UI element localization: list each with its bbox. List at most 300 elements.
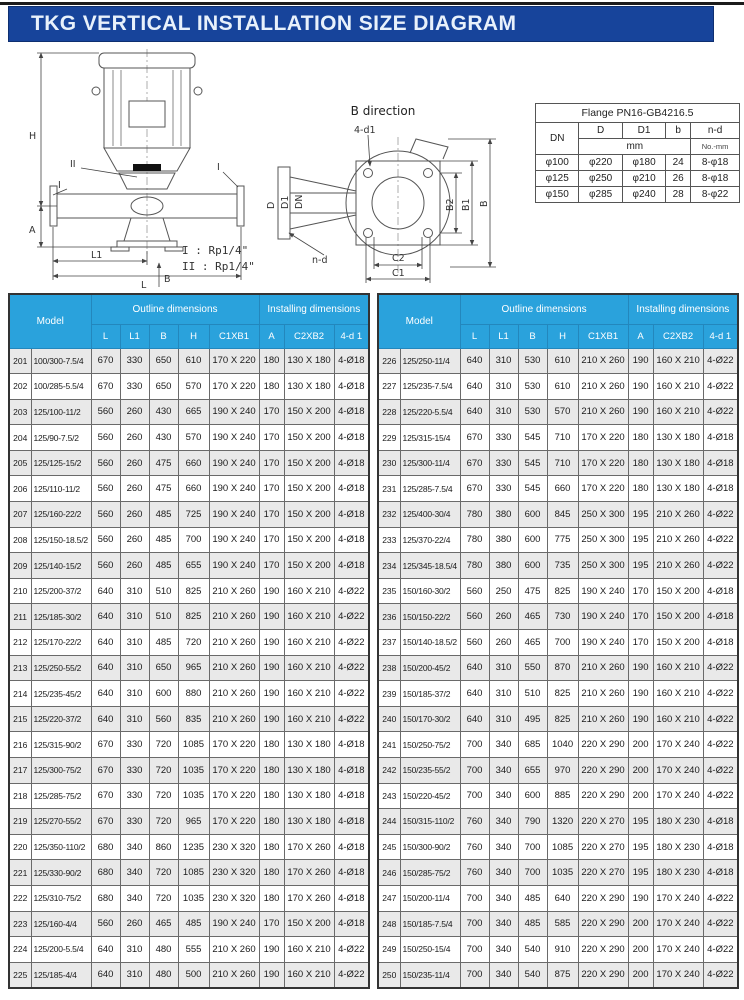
- 4d1-cell: 4-Ø22: [703, 374, 738, 400]
- l-cell: 640: [460, 374, 489, 400]
- a-cell: 170: [259, 476, 284, 502]
- a-cell: 180: [259, 348, 284, 374]
- model-cell: 125/330-90/2: [31, 860, 91, 886]
- row-number-cell: 228: [378, 399, 400, 425]
- h-cell: 825: [178, 578, 209, 604]
- model-cell: 125/160-22/2: [31, 502, 91, 528]
- 4d1-cell: 4-Ø18: [703, 604, 738, 630]
- 4d1-cell: 4-Ø18: [334, 732, 369, 758]
- row-number-cell: 231: [378, 476, 400, 502]
- l1-cell: 340: [120, 834, 149, 860]
- h-cell: 570: [178, 425, 209, 451]
- l-cell: 670: [460, 450, 489, 476]
- header-c2xb2: C2XB2: [653, 324, 703, 348]
- l-cell: 760: [460, 809, 489, 835]
- h-cell: 965: [178, 655, 209, 681]
- c1xb1-cell: 190 X 240: [209, 527, 259, 553]
- table-row: [378, 399, 738, 425]
- header-l: L: [91, 324, 120, 348]
- flange-unit-no-mm: No.-mm: [691, 139, 740, 155]
- b-cell: 545: [518, 425, 547, 451]
- row-number-cell: 224: [9, 937, 31, 963]
- l-cell: 560: [91, 527, 120, 553]
- model-cell: 125/125-15/2: [31, 450, 91, 476]
- label-d: D: [266, 201, 277, 209]
- c2xb2-cell: 170 X 240: [653, 937, 703, 963]
- h-cell: 500: [178, 962, 209, 988]
- a-cell: 190: [628, 348, 653, 374]
- l1-cell: 260: [120, 425, 149, 451]
- model-cell: 125/90-7.5/2: [31, 425, 91, 451]
- model-cell: 125/160-4/4: [31, 911, 91, 937]
- l-cell: 560: [460, 630, 489, 656]
- c1xb1-cell: 220 X 270: [578, 860, 628, 886]
- a-cell: 190: [259, 604, 284, 630]
- table-row: [378, 604, 738, 630]
- l1-cell: 340: [120, 885, 149, 911]
- table-row: [9, 553, 369, 579]
- a-cell: 180: [628, 476, 653, 502]
- l1-cell: 330: [120, 758, 149, 784]
- a-cell: 170: [628, 578, 653, 604]
- c1xb1-cell: 190 X 240: [578, 604, 628, 630]
- a-cell: 180: [259, 783, 284, 809]
- b-cell: 655: [518, 758, 547, 784]
- a-cell: 180: [259, 809, 284, 835]
- 4d1-cell: 4-Ø18: [703, 860, 738, 886]
- l1-cell: 330: [120, 783, 149, 809]
- model-cell: 125/200-37/2: [31, 578, 91, 604]
- c1xb1-cell: 220 X 290: [578, 758, 628, 784]
- h-cell: 720: [178, 630, 209, 656]
- a-cell: 190: [259, 681, 284, 707]
- a-cell: 190: [628, 399, 653, 425]
- l1-cell: 380: [489, 553, 518, 579]
- c2xb2-cell: 130 X 180: [284, 783, 334, 809]
- l-cell: 780: [460, 527, 489, 553]
- c1xb1-cell: 220 X 290: [578, 937, 628, 963]
- row-number-cell: 205: [9, 450, 31, 476]
- row-number-cell: 219: [9, 809, 31, 835]
- b-cell: 430: [149, 425, 178, 451]
- c2xb2-cell: 170 X 260: [284, 885, 334, 911]
- h-cell: 585: [547, 911, 578, 937]
- a-cell: 195: [628, 502, 653, 528]
- l-cell: 700: [460, 758, 489, 784]
- l-cell: 640: [460, 681, 489, 707]
- model-cell: 150/235-11/4: [400, 962, 460, 988]
- c2xb2-cell: 130 X 180: [284, 348, 334, 374]
- h-cell: 1320: [547, 809, 578, 835]
- 4d1-cell: 4-Ø18: [334, 374, 369, 400]
- c1xb1-cell: 210 X 260: [578, 655, 628, 681]
- c1xb1-cell: 190 X 240: [209, 425, 259, 451]
- a-cell: 190: [259, 937, 284, 963]
- h-cell: 725: [178, 502, 209, 528]
- model-cell: 125/315-15/4: [400, 425, 460, 451]
- row-number-cell: 206: [9, 476, 31, 502]
- c1xb1-cell: 170 X 220: [578, 476, 628, 502]
- a-cell: 190: [628, 374, 653, 400]
- 4d1-cell: 4-Ø18: [334, 553, 369, 579]
- 4d1-cell: 4-Ø22: [334, 706, 369, 732]
- label-n-d: n-d: [312, 255, 328, 266]
- l-cell: 560: [91, 399, 120, 425]
- port-label-i-left: I: [58, 180, 61, 191]
- c1xb1-cell: 190 X 240: [209, 502, 259, 528]
- l1-cell: 310: [120, 962, 149, 988]
- header-b: B: [149, 324, 178, 348]
- table-row: [378, 732, 738, 758]
- c2xb2-cell: 180 X 230: [653, 809, 703, 835]
- table-row: [9, 937, 369, 963]
- 4d1-cell: 4-Ø18: [334, 450, 369, 476]
- model-cell: 150/140-18.5/2: [400, 630, 460, 656]
- h-cell: 655: [178, 553, 209, 579]
- 4d1-cell: 4-Ø22: [334, 937, 369, 963]
- model-cell: 125/350-110/2: [31, 834, 91, 860]
- l-cell: 670: [91, 758, 120, 784]
- table-row: [9, 399, 369, 425]
- header-c2xb2: C2XB2: [284, 324, 334, 348]
- row-number-cell: 213: [9, 655, 31, 681]
- table-row: [378, 655, 738, 681]
- table-row: [378, 681, 738, 707]
- a-cell: 195: [628, 527, 653, 553]
- l1-cell: 340: [489, 860, 518, 886]
- h-cell: 610: [178, 348, 209, 374]
- c2xb2-cell: 160 X 210: [284, 604, 334, 630]
- flange-dn-cell: φ100: [536, 155, 579, 171]
- row-number-cell: 223: [9, 911, 31, 937]
- 4d1-cell: 4-Ø18: [703, 476, 738, 502]
- h-cell: 665: [178, 399, 209, 425]
- l1-cell: 260: [120, 527, 149, 553]
- label-d1: D1: [280, 195, 291, 209]
- table-row: [9, 348, 369, 374]
- b-cell: 600: [518, 527, 547, 553]
- c2xb2-cell: 160 X 210: [653, 374, 703, 400]
- header-l1: L1: [489, 324, 518, 348]
- l-cell: 780: [460, 553, 489, 579]
- table-row: [9, 578, 369, 604]
- table-row: [9, 502, 369, 528]
- model-cell: 125/270-55/2: [31, 809, 91, 835]
- c1xb1-cell: 210 X 260: [578, 706, 628, 732]
- model-cell: 125/345-18.5/4: [400, 553, 460, 579]
- l-cell: 640: [91, 655, 120, 681]
- table-row: [9, 834, 369, 860]
- model-cell: 150/150-22/2: [400, 604, 460, 630]
- model-cell: 125/100-11/2: [31, 399, 91, 425]
- flange-nd-cell: 8-φ18: [691, 155, 740, 171]
- 4d1-cell: 4-Ø18: [334, 502, 369, 528]
- c1xb1-cell: 250 X 300: [578, 502, 628, 528]
- h-cell: 570: [547, 399, 578, 425]
- dim-label-b: B: [164, 274, 171, 285]
- note-port-ii: II : Rp1/4": [182, 259, 255, 273]
- flange-d-cell: φ250: [579, 171, 622, 187]
- 4d1-cell: 4-Ø22: [703, 885, 738, 911]
- c1xb1-cell: 220 X 290: [578, 783, 628, 809]
- b-cell: 485: [149, 553, 178, 579]
- row-number-cell: 240: [378, 706, 400, 732]
- c1xb1-cell: 230 X 320: [209, 834, 259, 860]
- h-cell: 610: [547, 374, 578, 400]
- dim-label-l1: L1: [91, 250, 103, 261]
- row-number-cell: 220: [9, 834, 31, 860]
- c2xb2-cell: 160 X 210: [284, 962, 334, 988]
- 4d1-cell: 4-Ø18: [334, 425, 369, 451]
- l-cell: 640: [91, 937, 120, 963]
- row-number-cell: 250: [378, 962, 400, 988]
- l-cell: 700: [460, 783, 489, 809]
- h-cell: 660: [178, 476, 209, 502]
- l1-cell: 340: [489, 911, 518, 937]
- b-cell: 650: [149, 655, 178, 681]
- 4d1-cell: 4-Ø22: [703, 758, 738, 784]
- 4d1-cell: 4-Ø18: [334, 399, 369, 425]
- l1-cell: 340: [489, 962, 518, 988]
- a-cell: 180: [628, 450, 653, 476]
- row-number-cell: 207: [9, 502, 31, 528]
- a-cell: 190: [628, 681, 653, 707]
- l-cell: 700: [460, 937, 489, 963]
- h-cell: 825: [547, 681, 578, 707]
- c1xb1-cell: 210 X 260: [209, 706, 259, 732]
- l-cell: 560: [460, 578, 489, 604]
- row-number-cell: 249: [378, 937, 400, 963]
- c2xb2-cell: 150 X 200: [284, 527, 334, 553]
- c2xb2-cell: 170 X 240: [653, 911, 703, 937]
- l1-cell: 330: [120, 732, 149, 758]
- row-number-cell: 214: [9, 681, 31, 707]
- l1-cell: 310: [489, 374, 518, 400]
- table-row: [9, 732, 369, 758]
- model-cell: 150/160-30/2: [400, 578, 460, 604]
- table-row: [378, 706, 738, 732]
- row-number-cell: 236: [378, 604, 400, 630]
- l-cell: 780: [460, 502, 489, 528]
- table-row: [9, 374, 369, 400]
- l1-cell: 340: [120, 860, 149, 886]
- l1-cell: 340: [489, 732, 518, 758]
- dimension-table-left: [8, 293, 370, 989]
- b-cell: 700: [518, 834, 547, 860]
- table-row: [9, 885, 369, 911]
- label-b1: B1: [461, 198, 472, 211]
- 4d1-cell: 4-Ø22: [703, 911, 738, 937]
- l1-cell: 310: [120, 604, 149, 630]
- model-cell: 125/315-90/2: [31, 732, 91, 758]
- c1xb1-cell: 210 X 260: [209, 578, 259, 604]
- flange-col-b: b: [666, 123, 691, 139]
- c1xb1-cell: 210 X 260: [578, 681, 628, 707]
- c2xb2-cell: 210 X 260: [653, 553, 703, 579]
- header-4d1: 4-d 1: [703, 324, 738, 348]
- h-cell: 970: [547, 758, 578, 784]
- table-row: [9, 758, 369, 784]
- table-row: [9, 681, 369, 707]
- model-cell: 125/150-18.5/2: [31, 527, 91, 553]
- 4d1-cell: 4-Ø22: [703, 527, 738, 553]
- l1-cell: 260: [120, 911, 149, 937]
- dimension-tables: [8, 293, 735, 989]
- b-cell: 510: [149, 604, 178, 630]
- header-c1xb1: C1XB1: [578, 324, 628, 348]
- a-cell: 195: [628, 553, 653, 579]
- c2xb2-cell: 160 X 210: [284, 578, 334, 604]
- l1-cell: 330: [489, 425, 518, 451]
- a-cell: 200: [628, 937, 653, 963]
- model-cell: 125/235-7.5/4: [400, 374, 460, 400]
- header-a: A: [259, 324, 284, 348]
- l-cell: 640: [460, 399, 489, 425]
- table-row: [9, 809, 369, 835]
- dim-label-h: H: [29, 131, 37, 142]
- flange-b-cell: 28: [666, 187, 691, 203]
- c2xb2-cell: 150 X 200: [653, 630, 703, 656]
- header-a: A: [628, 324, 653, 348]
- c1xb1-cell: 190 X 240: [209, 911, 259, 937]
- 4d1-cell: 4-Ø22: [703, 399, 738, 425]
- h-cell: 710: [547, 450, 578, 476]
- row-number-cell: 201: [9, 348, 31, 374]
- b-cell: 530: [518, 399, 547, 425]
- header-outline-group: Outline dimensions: [91, 294, 259, 324]
- label-b: B: [479, 200, 490, 207]
- model-cell: 125/200-5.5/4: [31, 937, 91, 963]
- c1xb1-cell: 210 X 260: [578, 374, 628, 400]
- c2xb2-cell: 150 X 200: [284, 502, 334, 528]
- l-cell: 560: [91, 502, 120, 528]
- c2xb2-cell: 170 X 240: [653, 783, 703, 809]
- c1xb1-cell: 170 X 220: [209, 809, 259, 835]
- a-cell: 200: [628, 758, 653, 784]
- model-cell: 125/140-15/2: [31, 553, 91, 579]
- row-number-cell: 217: [9, 758, 31, 784]
- 4d1-cell: 4-Ø18: [334, 348, 369, 374]
- dimension-table-right: [377, 293, 739, 989]
- flange-d1-cell: φ180: [622, 155, 665, 171]
- top-border-strip: [0, 2, 744, 5]
- h-cell: 845: [547, 502, 578, 528]
- flange-row: [536, 155, 740, 171]
- l-cell: 670: [460, 476, 489, 502]
- table-row: [378, 783, 738, 809]
- header-install-group: Installing dimensions: [628, 294, 738, 324]
- label-c1: C1: [392, 268, 405, 279]
- b-cell: 485: [518, 885, 547, 911]
- h-cell: 835: [178, 706, 209, 732]
- c1xb1-cell: 190 X 240: [209, 553, 259, 579]
- table-row: [9, 425, 369, 451]
- a-cell: 190: [259, 578, 284, 604]
- a-cell: 195: [628, 834, 653, 860]
- c2xb2-cell: 150 X 200: [284, 553, 334, 579]
- b-cell: 530: [518, 374, 547, 400]
- 4d1-cell: 4-Ø22: [334, 681, 369, 707]
- l1-cell: 310: [489, 655, 518, 681]
- c2xb2-cell: 160 X 210: [284, 681, 334, 707]
- h-cell: 775: [547, 527, 578, 553]
- row-number-cell: 246: [378, 860, 400, 886]
- model-cell: 125/370-22/4: [400, 527, 460, 553]
- a-cell: 190: [259, 655, 284, 681]
- c1xb1-cell: 190 X 240: [209, 450, 259, 476]
- c2xb2-cell: 170 X 240: [653, 962, 703, 988]
- l-cell: 640: [91, 681, 120, 707]
- row-number-cell: 241: [378, 732, 400, 758]
- b-cell: 480: [149, 962, 178, 988]
- h-cell: 710: [547, 425, 578, 451]
- flange-table-title: Flange PN16-GB4216.5: [536, 104, 740, 123]
- c2xb2-cell: 130 X 180: [284, 374, 334, 400]
- a-cell: 180: [259, 885, 284, 911]
- row-number-cell: 233: [378, 527, 400, 553]
- header-model: Model: [378, 294, 460, 348]
- label-b2: B2: [445, 198, 456, 211]
- port-thread-notes: [182, 243, 255, 275]
- row-number-cell: 211: [9, 604, 31, 630]
- row-number-cell: 239: [378, 681, 400, 707]
- b-cell: 465: [518, 630, 547, 656]
- row-number-cell: 232: [378, 502, 400, 528]
- a-cell: 190: [628, 655, 653, 681]
- flange-row: [536, 187, 740, 203]
- c2xb2-cell: 160 X 210: [653, 399, 703, 425]
- flange-d1-cell: φ210: [622, 171, 665, 187]
- c2xb2-cell: 160 X 210: [284, 655, 334, 681]
- 4d1-cell: 4-Ø18: [703, 425, 738, 451]
- 4d1-cell: 4-Ø18: [703, 834, 738, 860]
- c1xb1-cell: 220 X 270: [578, 809, 628, 835]
- b-cell: 650: [149, 348, 178, 374]
- header-l: L: [460, 324, 489, 348]
- h-cell: 1040: [547, 732, 578, 758]
- flange-col-dn: DN: [536, 123, 579, 155]
- table-row: [9, 783, 369, 809]
- b-cell: 650: [149, 374, 178, 400]
- a-cell: 180: [259, 374, 284, 400]
- row-number-cell: 245: [378, 834, 400, 860]
- c1xb1-cell: 170 X 220: [209, 374, 259, 400]
- note-port-i: I : Rp1/4": [182, 244, 249, 257]
- flange-row: [536, 171, 740, 187]
- l1-cell: 310: [489, 348, 518, 374]
- l1-cell: 340: [489, 783, 518, 809]
- 4d1-cell: 4-Ø18: [334, 758, 369, 784]
- row-number-cell: 216: [9, 732, 31, 758]
- model-cell: 125/110-11/2: [31, 476, 91, 502]
- a-cell: 180: [259, 834, 284, 860]
- flange-dn-cell: φ150: [536, 187, 579, 203]
- 4d1-cell: 4-Ø22: [334, 604, 369, 630]
- l-cell: 640: [91, 962, 120, 988]
- h-cell: 640: [547, 885, 578, 911]
- c1xb1-cell: 210 X 260: [209, 655, 259, 681]
- b-cell: 530: [518, 348, 547, 374]
- h-cell: 825: [547, 578, 578, 604]
- header-l1: L1: [120, 324, 149, 348]
- port-label-i-right: I: [217, 162, 220, 173]
- model-cell: 125/400-30/4: [400, 502, 460, 528]
- header-4d1: 4-d 1: [334, 324, 369, 348]
- table-row: [9, 911, 369, 937]
- model-cell: 150/185-7.5/4: [400, 911, 460, 937]
- b-cell: 560: [149, 706, 178, 732]
- l1-cell: 260: [120, 476, 149, 502]
